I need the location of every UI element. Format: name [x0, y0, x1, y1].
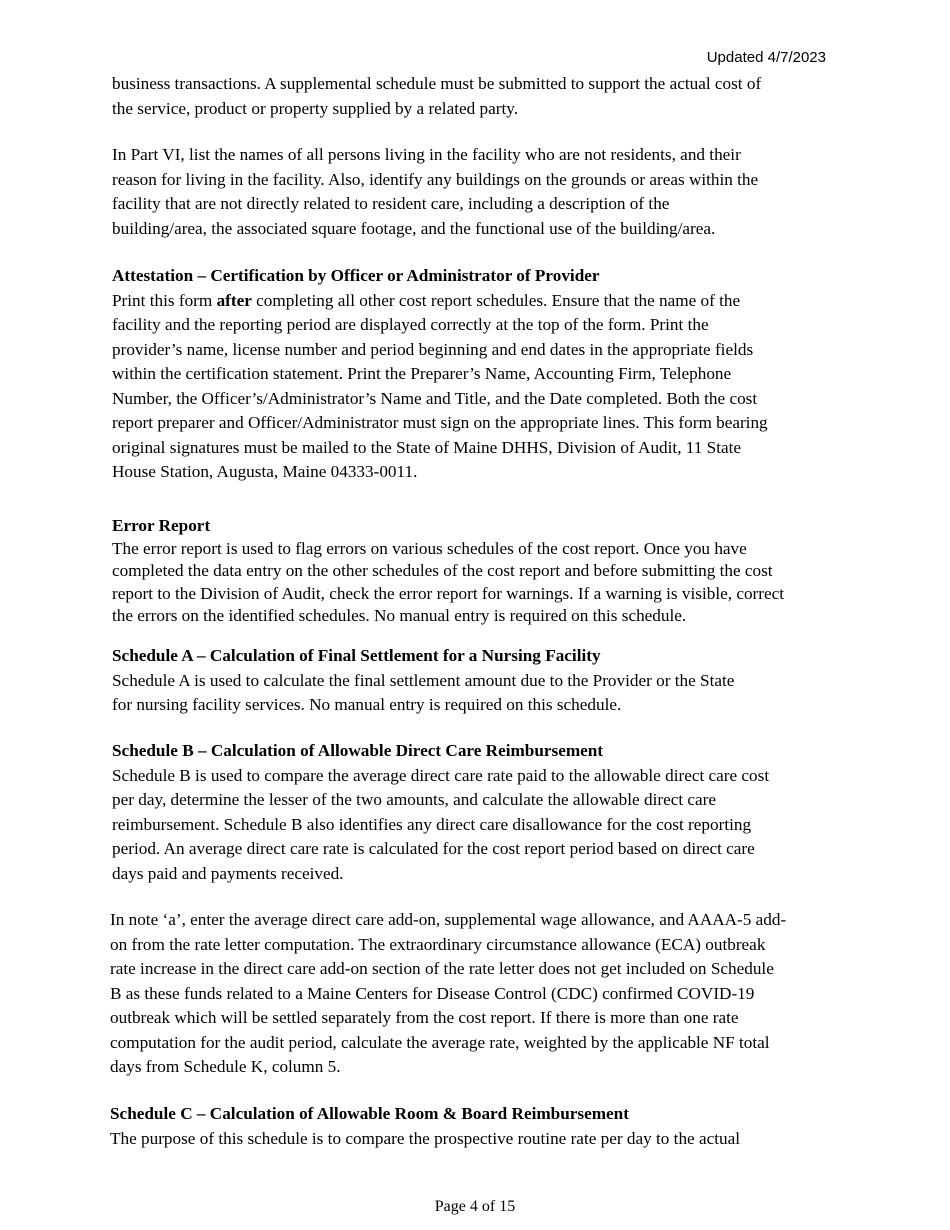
text-line: The purpose of this schedule is to compare the prospective routine rate per day to the actual [110, 1128, 740, 1148]
part-vi-paragraph [112, 143, 852, 241]
related-party-paragraph [112, 72, 852, 121]
text-line: reimbursement. Schedule B also identifies any direct care disallowance for the cost reporting [112, 814, 752, 834]
text-line: report to the Division of Audit, check the error report for warnings. If a warning is visible, correct [112, 583, 785, 603]
text-line: B as these funds related to a Maine Centers for Disease Control (CDC) confirmed COVID-19 [110, 983, 755, 1003]
section-heading: Schedule C – Calculation of Allowable Room & Board Reimbursement [110, 1104, 629, 1123]
section-heading: Schedule B – Calculation of Allowable Direct Care Reimbursement [112, 741, 604, 760]
text-line: rate increase in the direct care add-on section of the rate letter does not get included on Schedule [110, 959, 774, 978]
text-line: days from Schedule K, column 5. [110, 1057, 341, 1076]
text-line: computation for the audit period, calculate the average rate, weighted by the applicable NF total [110, 1032, 770, 1052]
section-heading: Schedule A – Calculation of Final Settlement for a Nursing Facility [112, 646, 601, 665]
updated-date: Updated 4/7/2023 [706, 49, 826, 66]
text-line: The error report is used to flag errors on various schedules of the cost report. Once you have [112, 538, 747, 558]
text-line: the service, product or property supplied by a related party. [112, 98, 518, 118]
text-line: original signatures must be mailed to the State of Maine DHHS, Division of Audit, 11 State [112, 437, 742, 457]
text-line: reason for living in the facility. Also, identify any buildings on the grounds or areas within the [112, 169, 759, 189]
text-line: for nursing facility services. No manual entry is required on this schedule. [112, 695, 622, 714]
text-line: outbreak which will be settled separately from the cost report. If there is more than one rate [110, 1008, 739, 1027]
text-line: In Part VI, list the names of all persons living in the facility who are not residents, and their [112, 145, 741, 164]
section-heading: Error Report [112, 516, 211, 535]
emphasis-text: after [216, 290, 252, 310]
text-line: provider’s name, license number and period beginning and end dates in the appropriate fields [112, 339, 754, 359]
text-line: facility and the reporting period are displayed correctly at the top of the form. Print the [112, 315, 709, 334]
text-line: completed the data entry on the other schedules of the cost report and before submitting the cost [112, 561, 773, 580]
error-report-section [112, 515, 852, 628]
text-line [112, 289, 852, 314]
text-line: facility that are not directly related to resident care, including a description of the [112, 194, 670, 213]
text-line: business transactions. A supplemental schedule must be submitted to support the actual cost of [112, 74, 762, 93]
note-a-paragraph [110, 908, 850, 1080]
text-line: period. An average direct care rate is calculated for the cost report period based on direct care [112, 839, 755, 858]
text-line: House Station, Augusta, Maine 04333-0011. [112, 462, 418, 481]
text-line: on from the rate letter computation. The extraordinary circumstance allowance (ECA) outbreak [110, 934, 766, 954]
schedule-a-section [112, 644, 852, 718]
text-line: Schedule A is used to calculate the final settlement amount due to the Provider or the State [112, 670, 735, 690]
text-line: per day, determine the lesser of the two amounts, and calculate the allowable direct care [112, 790, 717, 809]
text-line: building/area, the associated square footage, and the functional use of the building/area. [112, 218, 716, 238]
text-line: Schedule B is used to compare the average direct care rate paid to the allowable direct care cost [112, 765, 770, 785]
text-line: days paid and payments received. [112, 863, 344, 883]
schedule-b-section [112, 739, 852, 886]
attestation-section [112, 264, 852, 485]
text-line: within the certification statement. Print the Preparer’s Name, Accounting Firm, Telephone [112, 364, 732, 383]
schedule-c-section [110, 1102, 850, 1151]
text-run: Print this form [112, 290, 217, 310]
page-number: Page 4 of 15 [434, 1198, 516, 1215]
text-run: completing all other cost report schedules. Ensure that the name of the [251, 290, 741, 310]
section-heading: Attestation – Certification by Officer or Administrator of Provider [112, 266, 600, 285]
text-line: report preparer and Officer/Administrator must sign on the appropriate lines. This form bearing [112, 413, 768, 432]
text-line: the errors on the identified schedules. No manual entry is required on this schedule. [112, 606, 687, 625]
text-line: Number, the Officer’s/Administrator’s Name and Title, and the Date completed. Both the cost [112, 388, 758, 408]
text-line: In note ‘a’, enter the average direct care add-on, supplemental wage allowance, and AAAA-5 add- [110, 910, 787, 929]
